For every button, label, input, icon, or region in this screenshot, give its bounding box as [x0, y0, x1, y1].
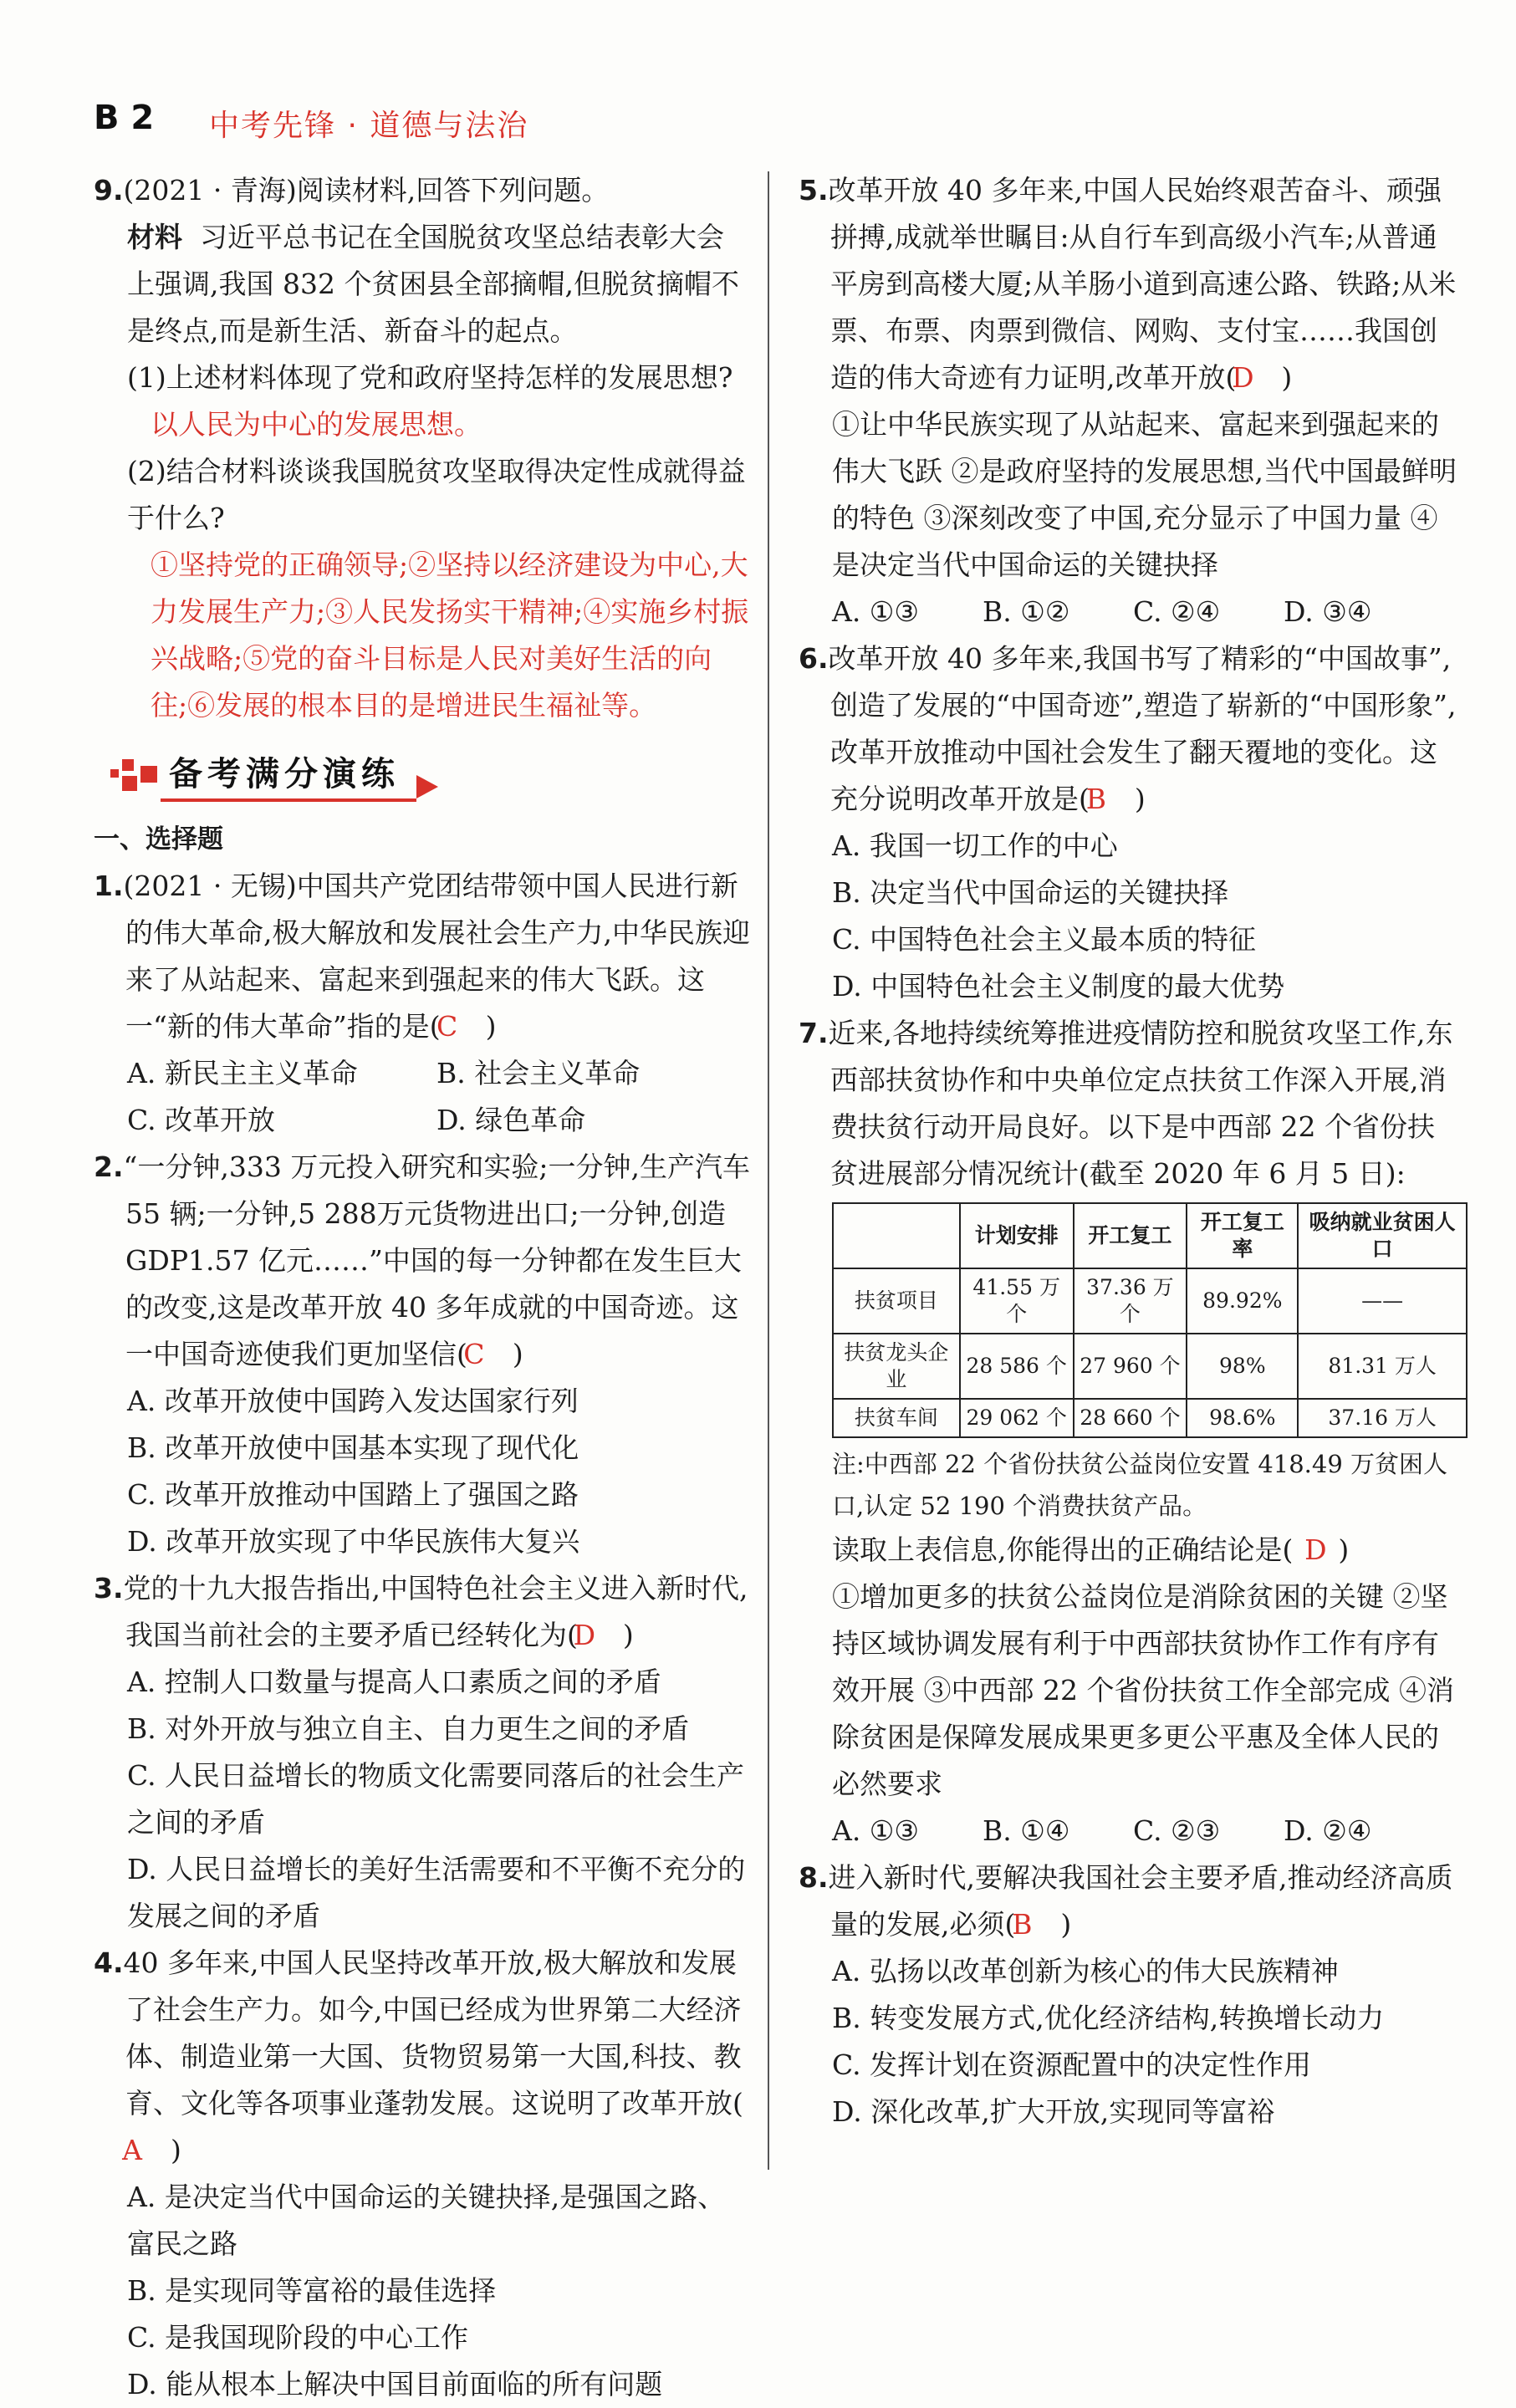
table-cell: 扶贫车间 [833, 1399, 960, 1437]
page-code: B 2 [94, 99, 155, 137]
question-number: 6. [799, 642, 829, 675]
question-5 [799, 167, 1459, 635]
paren-close: ) [485, 1010, 497, 1043]
answer-mark: D [1232, 361, 1254, 394]
question-number: 4. [94, 1946, 124, 1979]
question-stem: 改革开放 40 多年来,中国人民始终艰苦奋斗、顽强拼搏,成就举世瞩目:从自行车到高级小汽车;从普通平房到高楼大厦;从羊肠小道到高速公路、铁路;从米票、布票、肉票到微信、网购、支付宝……我国创造的伟大奇迹有力证明,改革开放( [828, 174, 1457, 394]
table-header: 吸纳就业贫困人口 [1298, 1203, 1467, 1268]
table-cell: 98.6% [1187, 1399, 1298, 1437]
answer-mark: B [1085, 783, 1106, 815]
table-cell: 扶贫项目 [833, 1268, 960, 1334]
answer-2: ①坚持党的正确领导;②坚持以经济建设为中心,大力发展生产力;③人民发扬实干精神;④实施乡村振兴战略;⑤党的奋斗目标是人民对美好生活的向往;⑥发展的根本目的是增进民生福祉等。 [151, 548, 749, 722]
option-a: A. 弘扬以改革创新为核心的伟大民族精神 [832, 1955, 1339, 1987]
option-b: B. ①④ [983, 1814, 1070, 1847]
answer-mark: A [122, 2134, 142, 2166]
material-text: 习近平总书记在全国脱贫攻坚总结表彰大会上强调,我国 832 个贫困县全部摘帽,但脱贫摘帽不是终点,而是新生活、新奋斗的起点。 [127, 221, 739, 347]
column-divider [768, 171, 769, 2170]
option-d: D. ②④ [1284, 1814, 1372, 1847]
option-a: A. 控制人口数量与提高人口素质之间的矛盾 [127, 1666, 661, 1698]
question-9 [94, 167, 751, 729]
question-stem: “一分钟,333 万元投入研究和实验;一分钟,生产汽车 55 辆;一分钟,5 288万元货物进出口;一分钟,创造 GDP1.57 亿元……”中国的每一分钟都在发生巨大的改变,这是改革开放 40 多年成就的中国奇迹。这一中国奇迹使我们更加坚信( [123, 1150, 750, 1370]
table-header: 开工复工率 [1187, 1203, 1298, 1268]
table-cell: 98% [1187, 1334, 1298, 1399]
question-stem: 40 多年来,中国人民坚持改革开放,极大解放和发展了社会生产力。如今,中国已经成为世界第二大经济体、制造业第一大国、货物贸易第一大国,科技、教育、文化等各项事业蓬勃发展。这说明了改革开放( [123, 1946, 743, 2120]
option-b: B. ①② [983, 595, 1070, 628]
question-stem: 改革开放 40 多年来,我国书写了精彩的“中国故事”,创造了发展的“中国奇迹”,塑造了崭新的“中国形象”,改革开放推动中国社会发生了翻天覆地的变化。这充分说明改革开放是( [828, 642, 1457, 815]
option-c: C. ②④ [1133, 595, 1221, 628]
table-cell: 27 960 个 [1074, 1334, 1187, 1399]
option-d: D. 改革开放实现了中华民族伟大复兴 [127, 1525, 580, 1558]
option-a: A. 改革开放使中国跨入发达国家行列 [127, 1385, 579, 1417]
option-c: C. ②③ [1133, 1814, 1221, 1847]
option-b: B. 决定当代中国命运的关键抉择 [832, 876, 1229, 909]
question-number: 8. [799, 1861, 829, 1894]
table-cell: 29 062 个 [960, 1399, 1074, 1437]
paren-close: ) [512, 1338, 523, 1370]
paren-close: ) [1060, 1908, 1072, 1941]
option-a: A. 我国一切工作的中心 [832, 829, 1118, 862]
option-a: A. 新民主主义革命 [127, 1057, 358, 1089]
statement-items: ①让中华民族实现了从站起来、富起来到强起来的伟大飞跃 ②是政府坚持的发展思想,当代中国最鲜明的特色 ③深刻改变了中国,充分显示了中国力量 ④是决定当代中国命运的关键抉择 [832, 408, 1457, 581]
question-stem: (2021 · 青海)阅读材料,回答下列问题。 [123, 174, 610, 207]
table-cell: 41.55 万个 [960, 1268, 1074, 1334]
answer-mark: C [463, 1338, 485, 1370]
table-cell: 28 660 个 [1074, 1399, 1187, 1437]
question-number: 3. [94, 1572, 124, 1604]
question-1 [94, 863, 751, 1144]
table-header [833, 1203, 960, 1268]
answer-mark: D [1304, 1533, 1327, 1566]
question-number: 2. [94, 1150, 124, 1183]
section-title: 一、选择题 [94, 824, 223, 855]
page-header-title: 中考先锋 · 道德与法治 [209, 109, 529, 143]
table-cell: 37.16 万人 [1298, 1399, 1467, 1437]
banner-arrow-icon [416, 775, 438, 798]
option-b: B. 转变发展方式,优化经济结构,转换增长动力 [832, 2002, 1385, 2034]
section-banner [110, 744, 751, 804]
option-d: D. 能从根本上解决中国目前面临的所有问题 [127, 2368, 663, 2400]
question-number: 9. [94, 174, 124, 207]
option-c: C. 人民日益增长的物质文化需要同落后的社会生产之间的矛盾 [127, 1759, 745, 1839]
answer-1: 以人民为中心的发展思想。 [151, 408, 482, 441]
question-stem: 进入新时代,要解决我国社会主要矛盾,推动经济高质量的发展,必须( [828, 1861, 1453, 1941]
option-b: B. 社会主义革命 [436, 1057, 641, 1089]
question-8 [799, 1854, 1459, 2135]
table-cell: 81.31 万人 [1298, 1334, 1467, 1399]
right-column [799, 167, 1459, 2135]
table-header: 计划安排 [960, 1203, 1074, 1268]
table-row [833, 1268, 1467, 1334]
question-7 [799, 1010, 1459, 1854]
paren-close: ) [171, 2134, 181, 2166]
question-number: 1. [94, 870, 124, 902]
material-label: 材料 [127, 221, 182, 253]
option-c: C. 中国特色社会主义最本质的特征 [832, 923, 1257, 956]
sub-question-2: (2)结合材料谈谈我国脱贫攻坚取得决定性成就得益于什么? [127, 455, 746, 534]
paren-close: ) [622, 1619, 634, 1651]
poverty-stats-table [832, 1202, 1468, 1438]
table-cell: 37.36 万个 [1074, 1268, 1187, 1334]
left-column [94, 167, 751, 2408]
option-d: D. 绿色革命 [436, 1104, 586, 1136]
question-stem: 近来,各地持续统筹推进疫情防控和脱贫攻坚工作,东西部扶贫协作和中央单位定点扶贫工作深入开展,消费扶贫行动开局良好。以下是中西部 22 个省份扶贫进展部分情况统计(截至 2020 年 6 月 5 日): [828, 1017, 1453, 1190]
question-4 [94, 1940, 751, 2408]
table-note: 注:中西部 22 个省份扶贫公益岗位安置 418.49 万贫困人口,认定 52 190 个消费扶贫产品。 [832, 1450, 1448, 1520]
option-a: A. ①③ [832, 1814, 919, 1847]
question-6 [799, 635, 1459, 1010]
answer-mark: C [436, 1010, 458, 1043]
option-a: A. 是决定当代中国命运的关键抉择,是强国之路、富民之路 [127, 2181, 726, 2260]
table-cell: 扶贫龙头企业 [833, 1334, 960, 1399]
question-number: 7. [799, 1017, 829, 1049]
paren-close: ) [1134, 783, 1146, 815]
banner-title: 备考满分演练 [161, 747, 416, 802]
answer-mark: D [573, 1619, 596, 1651]
question-2 [94, 1144, 751, 1565]
option-b: B. 改革开放使中国基本实现了现代化 [127, 1431, 579, 1464]
paren-close: ) [1281, 361, 1293, 394]
statement-items: ①增加更多的扶贫公益岗位是消除贫困的关键 ②坚持区域协调发展有利于中西部扶贫协作工作有序有效开展 ③中西部 22 个省份扶贫工作全部完成 ④消除贫困是保障发展成果更多更公平惠及全体人民的必然要求 [832, 1580, 1454, 1800]
option-d: D. ③④ [1284, 595, 1372, 628]
table-header: 开工复工 [1074, 1203, 1187, 1268]
paren-close: ) [1338, 1533, 1350, 1566]
table-row [833, 1334, 1467, 1399]
option-c: C. 发挥计划在资源配置中的决定性作用 [832, 2048, 1312, 2081]
option-a: A. ①③ [832, 595, 919, 628]
answer-mark: B [1012, 1908, 1033, 1941]
table-cell: 89.92% [1187, 1268, 1298, 1334]
question-number: 5. [799, 174, 829, 207]
question-stem: (2021 · 无锡)中国共产党团结带领中国人民进行新的伟大革命,极大解放和发展社会生产力,中华民族迎来了从站起来、富起来到强起来的伟大飞跃。这一“新的伟大革命”指的是( [123, 870, 750, 1043]
question-ask: 读取上表信息,你能得出的正确结论是( [832, 1533, 1294, 1566]
option-b: B. 对外开放与独立自主、自力更生之间的矛盾 [127, 1712, 690, 1745]
option-c: C. 改革开放 [127, 1104, 276, 1136]
option-d: D. 中国特色社会主义制度的最大优势 [832, 970, 1285, 1002]
option-d: D. 深化改革,扩大开放,实现同等富裕 [832, 2095, 1275, 2128]
question-stem: 党的十九大报告指出,中国特色社会主义进入新时代,我国当前社会的主要矛盾已经转化为( [123, 1572, 748, 1651]
option-c: C. 改革开放推动中国踏上了强国之路 [127, 1478, 579, 1511]
banner-decoration-icon [110, 754, 161, 794]
question-3 [94, 1565, 751, 1940]
table-cell: 28 586 个 [960, 1334, 1074, 1399]
table-cell: —— [1298, 1268, 1467, 1334]
sub-question-1: (1)上述材料体现了党和政府坚持怎样的发展思想? [127, 361, 733, 394]
option-c: C. 是我国现阶段的中心工作 [127, 2321, 469, 2354]
table-row [833, 1399, 1467, 1437]
option-b: B. 是实现同等富裕的最佳选择 [127, 2274, 497, 2307]
option-d: D. 人民日益增长的美好生活需要和不平衡不充分的发展之间的矛盾 [127, 1853, 746, 1932]
